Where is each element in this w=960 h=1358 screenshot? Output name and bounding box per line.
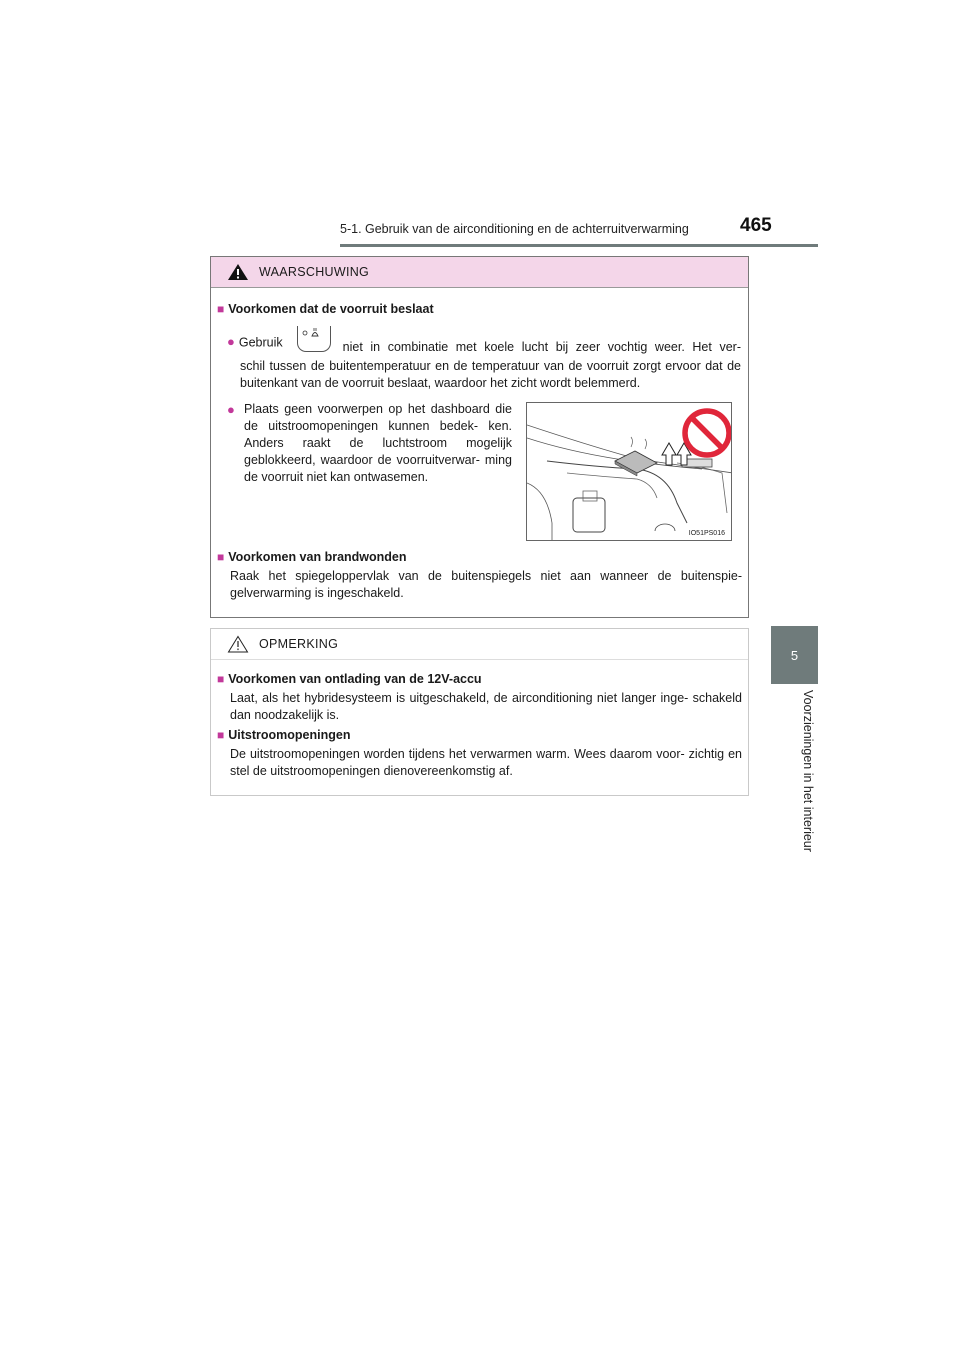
- bullet: ●: [227, 334, 235, 350]
- section-marker: ■: [217, 550, 225, 564]
- warning-section-burns: [217, 550, 407, 564]
- item-text: Plaats geen voorwerpen op het dashboard die de uitstroomopeningen kunnen bedek- ken. Anders raakt de luchtstroom mogelijk geblokkeerd, waardoor de voorruitverwar- ming de voorruit niet kan ontwasemen.: [244, 402, 512, 484]
- warning-triangle-icon: [227, 263, 249, 281]
- notice-title: OPMERKING: [259, 637, 339, 651]
- chapter-number: 5: [790, 647, 799, 663]
- section-marker: ■: [217, 672, 225, 686]
- notice-battery-text: Laat, als het hybridesysteem is uitgeschakeld, de airconditioning niet langer inge- schakeld dan noodzakelijk is.: [230, 691, 742, 722]
- dashboard-figure: [526, 402, 732, 541]
- figure-code: IO51PS016: [688, 530, 725, 537]
- chapter-title: Voorzieningen in het interieur: [801, 690, 815, 852]
- caution-triangle-icon: [227, 635, 249, 653]
- notice-header: [211, 629, 748, 660]
- section-title: Uitstroomopeningen: [228, 728, 351, 742]
- warning-item-defog: [227, 331, 741, 392]
- chapter-tab: [771, 626, 818, 684]
- section-title: Voorkomen dat de voorruit beslaat: [228, 302, 434, 316]
- notice-section-vents: [217, 728, 350, 742]
- warning-header: [211, 257, 748, 288]
- warning-title: WAARSCHUWING: [259, 265, 370, 279]
- section-title: Voorkomen van brandwonden: [228, 550, 407, 564]
- item-text: niet in combinatie met koele lucht bij zeer vochtig weer. Het ver-: [342, 340, 741, 354]
- item-text: schil tussen de buitentemperatuur en de temperatuur van de voorruit zorgt ervoor dat de buitenkant van de voorruit beslaat, waardoor het zicht wordt belemmerd.: [240, 359, 741, 390]
- notice-section-battery: [217, 672, 482, 686]
- header-rule: [340, 244, 818, 247]
- notice-vents-text: De uitstroomopeningen worden tijdens het verwarmen warm. Wees daarom voor- zichtig en stel de uitstroomopeningen dienovereenkomstig af.: [230, 747, 742, 778]
- dashboard-illustration: [527, 403, 732, 541]
- defog-button-icon: [297, 326, 331, 352]
- warning-box: [210, 256, 749, 618]
- warning-burns-text: Raak het spiegeloppervlak van de buitenspiegels niet aan wanneer de buitenspie- gelverwarming is ingeschakeld.: [230, 569, 742, 600]
- bullet: ●: [227, 402, 235, 417]
- section-marker: ■: [217, 728, 225, 742]
- prohibition-icon: [685, 411, 729, 455]
- warning-item-dashboard: [227, 401, 512, 486]
- section-title: Voorkomen van ontlading van de 12V-accu: [228, 672, 482, 686]
- item-text: Gebruik: [238, 335, 283, 350]
- page-number: 465: [740, 215, 772, 236]
- section-marker: ■: [217, 302, 225, 316]
- warning-section-fog: [217, 302, 434, 316]
- notice-box: [210, 628, 749, 796]
- header-section-title: 5-1. Gebruik van de airconditioning en de achterruitverwarming: [340, 222, 689, 236]
